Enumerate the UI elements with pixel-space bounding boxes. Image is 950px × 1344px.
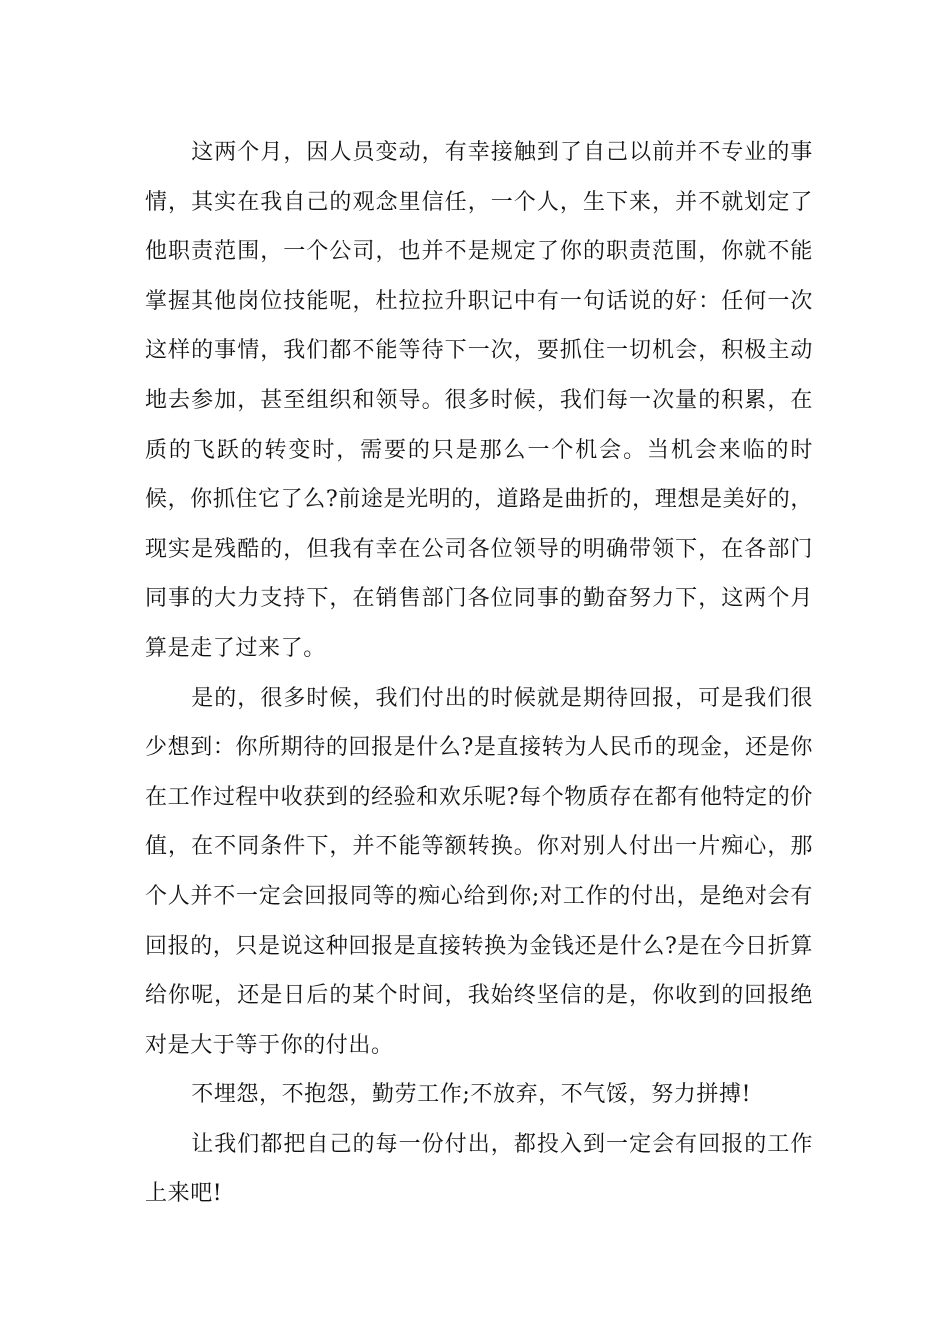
paragraph: 这两个月，因人员变动，有幸接触到了自己以前并不专业的事情，其实在我自己的观念里信任，一个人，生下来，并不就划定了他职责范围，一个公司，也并不是规定了你的职责范围，你就不能掌握其他岗位技能呢，杜拉拉升职记中有一句话说的好：任何一次这样的事情，我们都不能等待下一次，要抓住一切机会，积极主动地去参加，甚至组织和领导。很多时候，我们每一次量的积累，在质的飞跃的转变时，需要的只是那么一个机会。当机会来临的时候，你抓住它了么?前途是光明的，道路是曲折的，理想是美好的，现实是残酷的，但我有幸在公司各位领导的明确带领下，在各部门同事的大力支持下，在销售部门各位同事的勤奋努力下，这两个月算是走了过来了。 xyxy=(145,140,813,661)
paragraph: 是的，很多时候，我们付出的时候就是期待回报，可是我们很少想到：你所期待的回报是什么?是直接转为人民币的现金，还是你在工作过程中收获到的经验和欢乐呢?每个物质存在都有他特定的价值，在不同条件下，并不能等额转换。你对别人付出一片痴心，那个人并不一定会回报同等的痴心给到你;对工作的付出，是绝对会有回报的，只是说这种回报是直接转换为金钱还是什么?是在今日折算给你呢，还是日后的某个时间，我始终坚信的是，你收到的回报绝对是大于等于你的付出。 xyxy=(145,685,813,1058)
document-body xyxy=(145,128,813,1219)
paragraph: 不埋怨，不抱怨，勤劳工作;不放弃，不气馁，努力拼搏! xyxy=(191,1082,752,1108)
paragraph: 让我们都把自己的每一份付出，都投入到一定会有回报的工作上来吧! xyxy=(145,1131,813,1207)
